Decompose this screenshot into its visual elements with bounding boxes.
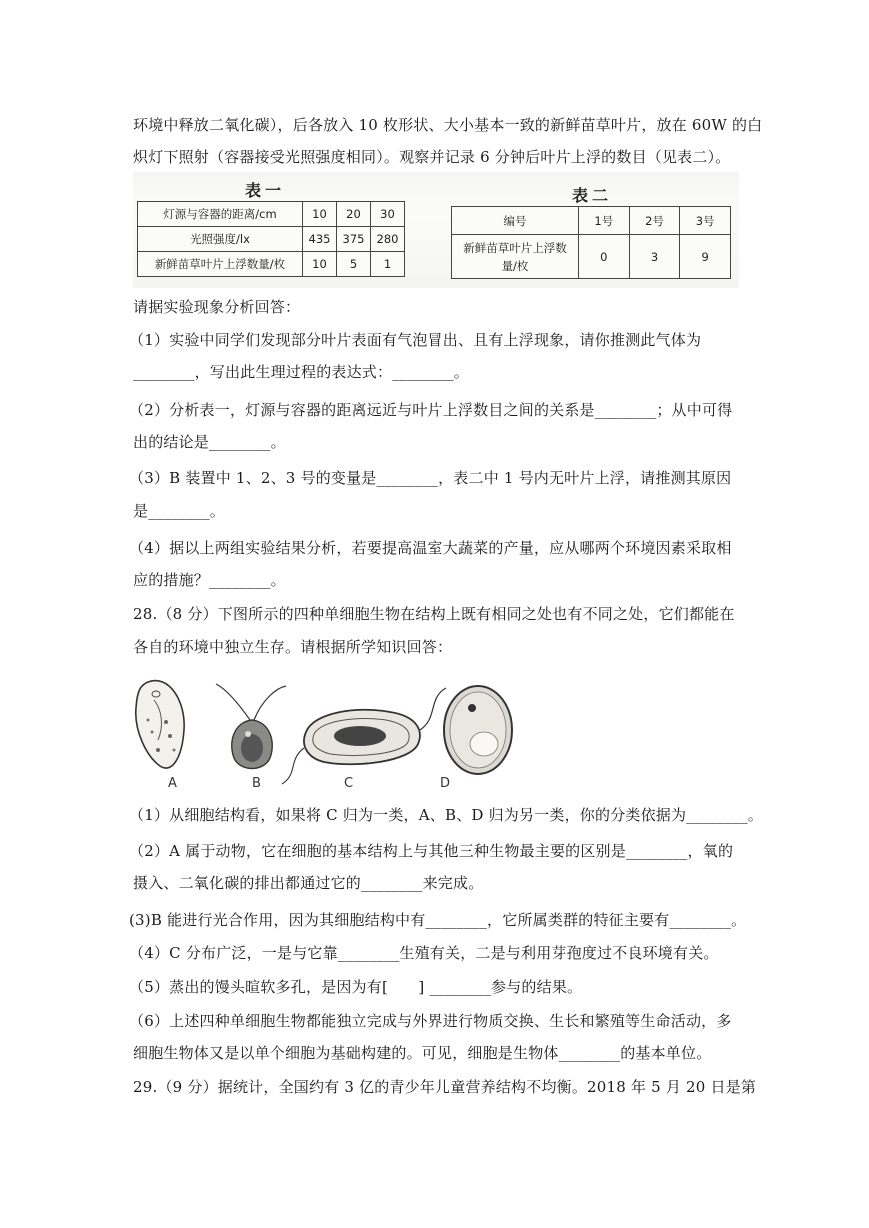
text-line: 请据实验现象分析回答： bbox=[133, 298, 301, 316]
text-line: 29.（9 分）据统计，全国约有 3 亿的青少年儿童营养结构不均衡。2018 年 5 月 20 日是第 bbox=[133, 1078, 757, 1096]
text-line: (3)B 能进行光合作用，因为其细胞结构中有________，它所属类群的特征主要有________。 bbox=[129, 911, 747, 929]
text-line: 炽灯下照射（容器接受光照强度相同）。观察并记录 6 分钟后叶片上浮的数目（见表二）。 bbox=[133, 148, 731, 166]
table2-header: 编号 bbox=[452, 207, 579, 235]
table1-cell: 10 bbox=[303, 202, 337, 227]
organism-figures bbox=[128, 670, 528, 795]
table1-cell: 435 bbox=[303, 227, 337, 252]
text-line: （6）上述四种单细胞生物都能独立完成与外界进行物质交换、生长和繁殖等生命活动，多 bbox=[129, 1012, 732, 1030]
table1-cell: 20 bbox=[337, 202, 371, 227]
table2-cell: 9 bbox=[680, 235, 731, 279]
text-line: 摄入、二氧化碳的排出都通过它的________来完成。 bbox=[133, 874, 484, 892]
table1-cell: 10 bbox=[303, 252, 337, 277]
text-line: （2）分析表一，灯源与容器的距离远近与叶片上浮数目之间的关系是________；从中可得 bbox=[129, 401, 733, 419]
table2-header: 2号 bbox=[629, 207, 680, 235]
figure-label-d: D bbox=[440, 776, 451, 791]
bacterium-drawing bbox=[282, 688, 446, 784]
table2-cell: 0 bbox=[579, 235, 630, 279]
table2-header: 3号 bbox=[680, 207, 731, 235]
table1-cell: 光照强度/lx bbox=[138, 227, 303, 252]
table2-header: 1号 bbox=[579, 207, 630, 235]
text-line: 是________。 bbox=[133, 502, 226, 520]
text-line: 28.（8 分）下图所示的四种单细胞生物在结构上既有相同之处也有不同之处，它们都能在 bbox=[133, 605, 735, 623]
text-line: （4）C 分布广泛，一是与它靠________生殖有关，二是与利用芽孢度过不良环境有关。 bbox=[129, 944, 719, 962]
text-line: （1）实验中同学们发现部分叶片表面有气泡冒出、且有上浮现象，请你推测此气体为 bbox=[129, 331, 702, 349]
table1-cell: 30 bbox=[371, 202, 405, 227]
text-line: （5）蒸出的馒头暄软多孔，是因为有[ ] ________参与的结果。 bbox=[129, 978, 583, 996]
table1-cell: 5 bbox=[337, 252, 371, 277]
figure-label-c: C bbox=[344, 776, 354, 791]
text-line: 应的措施？________。 bbox=[133, 571, 286, 589]
figure-label-a: A bbox=[168, 776, 177, 791]
text-line: 细胞生物体又是以单个细胞为基础构建的。可见，细胞是生物体________的基本单位。 bbox=[133, 1044, 712, 1062]
table2-row-label: 新鲜苗草叶片上浮数量/枚 bbox=[452, 235, 579, 279]
text-line: （1）从细胞结构看，如果将 C 归为一类，A、B、D 归为另一类，你的分类依据为________。 bbox=[129, 806, 764, 824]
text-line: 环境中释放二氧化碳），后各放入 10 枚形状、大小基本一致的新鲜苗草叶片，放在 60W 的白 bbox=[133, 116, 763, 134]
organisms-illustration bbox=[128, 670, 528, 795]
table1-cell: 灯源与容器的距离/cm bbox=[138, 202, 303, 227]
table1-cell: 新鲜苗草叶片上浮数量/枚 bbox=[138, 252, 303, 277]
text-line: 各自的环境中独立生存。请根据所学知识回答： bbox=[133, 638, 453, 656]
table1-cell: 280 bbox=[371, 227, 405, 252]
table1-cell: 375 bbox=[337, 227, 371, 252]
text-line: 出的结论是________。 bbox=[133, 433, 286, 451]
table2-title: 表二 bbox=[572, 186, 613, 205]
figure-label-b: B bbox=[252, 776, 261, 791]
chlamydomonas-drawing bbox=[216, 684, 286, 769]
table2-cell: 3 bbox=[629, 235, 680, 279]
table1-title: 表一 bbox=[245, 181, 286, 200]
table1-cell: 1 bbox=[371, 252, 405, 277]
paramecium-drawing bbox=[136, 681, 184, 769]
yeast-drawing bbox=[444, 686, 512, 774]
text-line: （3）B 装置中 1、2、3 号的变量是________，表二中 1 号内无叶片上浮，请推测其原因 bbox=[129, 469, 732, 487]
text-line: （4）据以上两组实验结果分析，若要提高温室大蔬菜的产量，应从哪两个环境因素采取相 bbox=[129, 539, 732, 557]
text-line: （2）A 属于动物，它在细胞的基本结构上与其他三种生物最主要的区别是________，氧的 bbox=[129, 842, 734, 860]
table1 bbox=[137, 201, 405, 277]
table2 bbox=[451, 206, 731, 279]
text-line: ________，写出此生理过程的表达式：________。 bbox=[133, 363, 470, 381]
